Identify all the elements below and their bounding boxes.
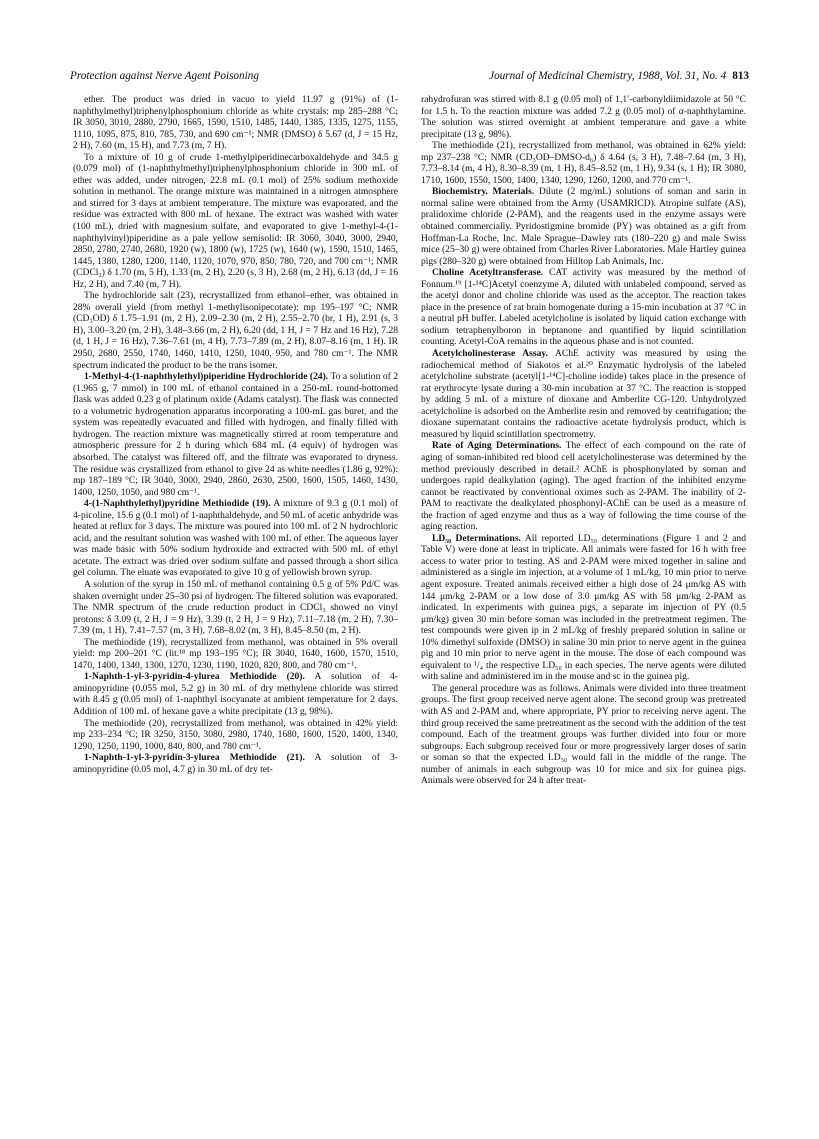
section-heading: Rate of Aging Determinations. (432, 440, 562, 452)
paragraph (421, 533, 746, 683)
paragraph (73, 637, 398, 672)
paragraph-text: The methiodide (19), recrystallized from methanol, was obtained in 5% overall yield: mp 200–201 °C (lit.¹⁸ mp 193–195 °C); IR 3040, 1640, 1600, 1570, 1510, 1470, 1400, 1340, 1300, 1270, 1230, 1190, 1020, 820, 800, and 780 cm⁻¹. (73, 636, 398, 671)
paragraph-text: To a mixture of 10 g of crude 1-methylpiperidinecarboxaldehyde and 34.5 g (0.079 mol) of (1-naphthylmethyl)triphenylphosphonium chloride in 300 mL of ether was added, under nitrogen, 22.8 mL (0.1 mol) of 25% sodium methoxide solution in methanol. The orange mixture was maintained in a nitrogen atmosphere and stirred for 3 days at ambient temperature. The mixture was evaporated, and the residue was extracted with 800 mL of hexane. The extract was washed with water (100 mL), dried with magnesium sulfate, and evaporated to give 1-methyl-4-(1-naphthylvinyl)piperidine as a pale yellow semisolid: IR 3060, 3040, 3000, 2940, 2850, 2780, 2740, 2680, 1920 (w), 1800 (w), 1725 (w), 1640 (w), 1590, 1510, 1465, 1445, 1380, 1280, 1200, 1140, 1120, 1070, 970, 850, 780, 720, and 700 cm⁻¹; NMR (CDCl₃) δ 1.70 (m, 5 H), 1.33 (m, 2 H), 2.20 (s, 3 H), 2.68 (m, 2 H), 6.13 (dd, J = 16 Hz, 2 H), and 7.40 (m, 7 H). (73, 151, 398, 290)
paragraph (421, 186, 746, 267)
section-heading: Biochemistry. Materials. (432, 186, 535, 198)
paragraph (421, 440, 746, 532)
paragraph-text: ether. The product was dried in vacuo to yield 11.97 g (91%) of (1-naphthylmethyl)triphenylphosphonium chloride as white crystals: mp 285–288 °C; IR 3050, 3010, 2880, 2790, 1665, 1590, 1510, 1485, 1440, 1385, 1335, 1275, 1155, 1110, 1095, 875, 810, 785, 730, and 690 cm⁻¹; NMR (DMSO) δ 5.67 (d, J = 15 Hz, 2 H), 7.60 (m, 15 H), and 7.73 (m, 7 H). (73, 94, 398, 152)
paragraph (73, 371, 398, 498)
paragraph-text: A solution of 4-aminopyridine (0.055 mol, 5.2 g) in 30 mL of dry methylene chloride was stirred with 8.45 g (0.05 mol) of 1-naphthyl isocyanate at ambient temperature for 2 days. Addition of 100 mL of hexane gave a white precipitate (13 g, 98%). (73, 671, 398, 717)
paragraph (421, 267, 746, 348)
section-heading: Choline Acetyltransferase. (432, 267, 544, 279)
paragraph-text: All reported LD₅₀ determinations (Figure 1 and 2 and Table V) were done at least in triplicate. All animals were fasted for 16 h with free access to water prior to testing. AS and 2-PAM were mixed together in saline and administered as a single im injection, at a volume of 1 mL/kg, 10 min prior to nerve agent exposure. Treated animals received either a high dose of 24 μm/kg AS with 144 μm/kg 2-PAM or a low dose of 3.0 μm/kg AS with 58 μm/kg 2-PAM as indicated. In experiments with guinea pigs, a separate im injection of PY (0.5 μm/kg) given 30 min before soman was included in the pretreatment regimen. The test compounds were given ip in 2 mL/kg of freshly prepared solution in saline or 10% dimethyl sulfoxide (DMSO) in saline 30 min prior to nerve agent in the guinea pig and 10 min prior to nerve agent in the mouse. The dose of each compound was equivalent to ¹/₄ the respective LD₅₀ in each species. The nerve agents were diluted with saline and administered im in the mouse and sc in the guinea pig. (421, 532, 746, 683)
section-heading: Acetylcholinesterase Assay. (432, 348, 548, 360)
section-heading: 1-Naphth-1-yl-3-pyridin-3-ylurea Methiodide (21). (84, 752, 305, 764)
paragraph-text: rahydrofuran was stirred with 8.1 g (0.05 mol) of 1,1′-carbonyldiimidazole at 50 °C for 1.5 h. To the reaction mixture was added 7.2 g (0.05 mol) of α-naphthylamine. The solution was stirred overnight at ambient temperature and gave a white precipitate (13 g, 98%). (421, 94, 746, 140)
paragraph-text: The general procedure was as follows. Animals were divided into three treatment groups. The first group received nerve agent alone. The second group was pretreated with AS and 2-PAM and, where appropriate, PY prior to receiving nerve agent. The third group received the same pretreatment as the second with the addition of the test compound. Each of the treatment groups was further divided into four or more subgroups. Each subgroup received four or more progressively larger doses of sarin or soman so that the expected LD₅₀ would fall in the middle of the range. The number of animals in each subgroup was 10 for mice and six for guinea pigs. Animals were observed for 24 h after treat- (421, 682, 746, 787)
paragraph-text: Dilute (2 mg/mL) solutions of soman and sarin in normal saline were obtained from the Army (USAMRICD). Atropine sulfate (AS), pralidoxime chloride (2-PAM), and the reagents used in the enzyme assays were obtained commercially. Pyridostigmine bromide (PY) was obtained as a gift from Hoffman-La Roche, Inc. Male Sprague–Dawley rats (180–220 g) and male Swiss mice (25–30 g) were obtained from Charles River Laboratories. Male Hartley guinea pigs (280–320 g) were obtained from Hilltop Lab Animals, Inc. (421, 186, 746, 267)
paragraph (421, 348, 746, 440)
page-number: 813 (732, 70, 749, 82)
paragraph-text: The effect of each compound on the rate of aging of soman-inhibited red blood cell acetylcholinesterase was determined by the method previously described in detail.² AChE is phosphonylated by soman and undergoes rapid dealkylation (aging). The aged fraction of the inhibited enzyme cannot be reactivated by conventional oximes such as 2-PAM. The inability of 2-PAM to reactivate the dealkylated phosphonyl-AChE can be used as a measure of the fraction of aged enzyme and thus as a way of following the time course of the aging reaction. (421, 440, 747, 533)
paragraph-text: To a solution of 2 (1.965 g, 7 mmol) in 100 mL of ethanol contained in a 250-mL round-bottomed flask was added 0.23 g of platinum oxide (Adams catalyst). The flask was connected to a volumetric hydrogenation apparatus incorporating a 100-mL gas buret, and the system was repeatedly evacuated and filled with hydrogen, and finally filled with hydrogen. The reaction mixture was magnetically stirred at room temperature and atmospheric pressure for 2 h during which 684 mL (4 equiv) of hydrogen was absorbed. The catalyst was filtered off, and the filtrate was evaporated to dryness. The residue was crystallized from ethanol to give 24 as white needles (1.86 g, 92%): mp 187–189 °C; IR 3040, 3000, 2940, 2860, 2630, 2500, 1600, 1505, 1460, 1430, 1400, 1250, 1050, and 980 cm⁻¹. (73, 371, 399, 498)
section-heading: 4-(1-Naphthylethyl)pyridine Methiodide (19). (84, 498, 271, 510)
paragraph (73, 94, 398, 152)
paragraph-text: A mixture of 9.3 g (0.1 mol) of 4-picoline, 15.6 g (0.1 mol) of 1-naphthaldehyde, and 50 mL of acetic anhydride was heated at reflux for 3 days. The mixture was poured into 100 mL of 2 N hydrochloric acid, and the resultant solution was washed with 100 mL of ether. The aqueous layer was made basic with 50% sodium hydroxide and extracted with 500 mL of ethyl acetate. The extract was dried over sodium sulfate and passed through a short silica gel column. The eluate was evaporated to give 10 g of yellowish brown syrup. (73, 498, 398, 579)
paragraph-text: A solution of the syrup in 150 mL of methanol containing 0.5 g of 5% Pd/C was shaken overnight under 25–30 psi of hydrogen. The filtered solution was evaporated. The NMR spectrum of the crude reduction product in CDCl₃ showed no vinyl protons: δ 3.09 (t, 2 H, J = 9 Hz), 3.39 (t, 2 H, J = 9 Hz), 7.11–7.18 (m, 2 H), 7.30–7.39 (m, 1 H), 7.41–7.57 (m, 3 H), 7.68–8.02 (m, 3 H), 8.45–8.50 (m, 2 H). (73, 578, 398, 637)
paragraph-text: AChE activity was measured by using the radiochemical method of Siakotos et al.²⁰ Enzymatic hydrolysis of the labeled acetylcholine substrate (acetyl[1-¹⁴C]-choline iodide) takes place in the presence of rat erythrocyte lysate during a 30-min incubation at 37 °C. The reaction is stopped by adding 5 mL of a mixture of dioxane and Amberlite CG-120. Unhydrolyzed acetylcholine is adsorbed on the Amberlite resin and removed by centrifugation; the dioxane supernatant contains the radioactive acetate hydrolysis product, which is measured by liquid scintillation spectrometry. (421, 348, 746, 440)
paragraph-text: The hydrochloride salt (23), recrystallized from ethanol–ether, was obtained in 28% overall yield (from methyl 1-methylisonipecotate): mp 195–197 °C; NMR (CD₃OD) δ 1.75–1.91 (m, 2 H), 2.09–2.30 (m, 2 H), 2.55–2.70 (br, 1 H), 2.91 (s, 3 H), 3.00–3.20 (m, 2 H), 3.48–3.66 (m, 2 H), 6.20 (dd, 1 H, J = 7 Hz and 16 Hz), 7.28 (d, 1 H, J = 16 Hz), 7.36–7.61 (m, 4 H), 7.73–7.89 (m, 2 H), 8.07–8.16 (m, 1 H). IR 2950, 2680, 2550, 1740, 1460, 1410, 1250, 1040, 950, and 780 cm⁻¹. The NMR spectrum indicated the product to be the trans isomer. (73, 290, 398, 371)
paragraph (73, 290, 398, 371)
running-title: Protection against Nerve Agent Poisoning (70, 70, 259, 82)
paragraph (73, 152, 398, 291)
paragraph (421, 140, 746, 186)
section-heading: LD₅₀ Determinations. (432, 532, 521, 544)
paragraph (421, 94, 746, 140)
section-heading: 1-Naphth-1-yl-3-pyridin-4-ylurea Methiodide (20). (84, 671, 305, 683)
paragraph (73, 671, 398, 717)
paragraph (421, 683, 746, 787)
paragraph (73, 579, 398, 637)
journal-citation (489, 70, 749, 82)
paragraph-text: CAT activity was measured by the method of Fonnum.¹⁹ [1-¹⁴C]Acetyl coenzyme A, diluted with unlabeled compound, served as the acetyl donor and choline chloride was used as the acceptor. The reaction takes place in the presence of rat brain homogenate during a 15-min incubation at 37 °C in a neutral pH buffer. Labeled acetylcholine is isolated by liquid cation exchange with sodium tetraphenylboron in heptanone and quantified by liquid scintillation counting. Acetyl-CoA remains in the aqueous phase and is not counted. (421, 267, 746, 348)
paragraph-text: A solution of 3-aminopyridine (0.05 mol, 4.7 g) in 30 mL of dry tet- (73, 752, 398, 775)
paragraph (73, 498, 398, 579)
left-column (73, 94, 398, 775)
paragraph (73, 752, 398, 775)
paragraph (73, 718, 398, 753)
right-column (421, 94, 746, 787)
journal-name: Journal of Medicinal Chemistry, 1988, Vol. 31, No. 4 (489, 70, 727, 82)
section-heading: 1-Methyl-4-(1-naphthylethyl)piperidine Hydrochloride (24). (84, 371, 329, 383)
paragraph-text: The methiodide (21), recrystallized from methanol, was obtained in 62% yield: mp 237–238 °C; NMR (CD₃OD–DMSO-d₆) δ 4.64 (s, 3 H), 7.48–7.64 (m, 3 H), 7.73–8.14 (m, 4 H), 8.30–8.39 (m, 1 H), 8.45–8.52 (m, 1 H), 9.34 (s, 1 H); IR 3080, 1710, 1600, 1550, 1500, 1400, 1340, 1290, 1260, 1200, and 770 cm⁻¹. (421, 140, 746, 186)
running-header (70, 70, 749, 88)
paragraph-text: The methiodide (20), recrystallized from methanol, was obtained in 42% yield: mp 233–234 °C; IR 3250, 3150, 3080, 2980, 1740, 1680, 1600, 1520, 1400, 1340, 1290, 1250, 1190, 1000, 840, 800, and 780 cm⁻¹. (73, 717, 398, 752)
